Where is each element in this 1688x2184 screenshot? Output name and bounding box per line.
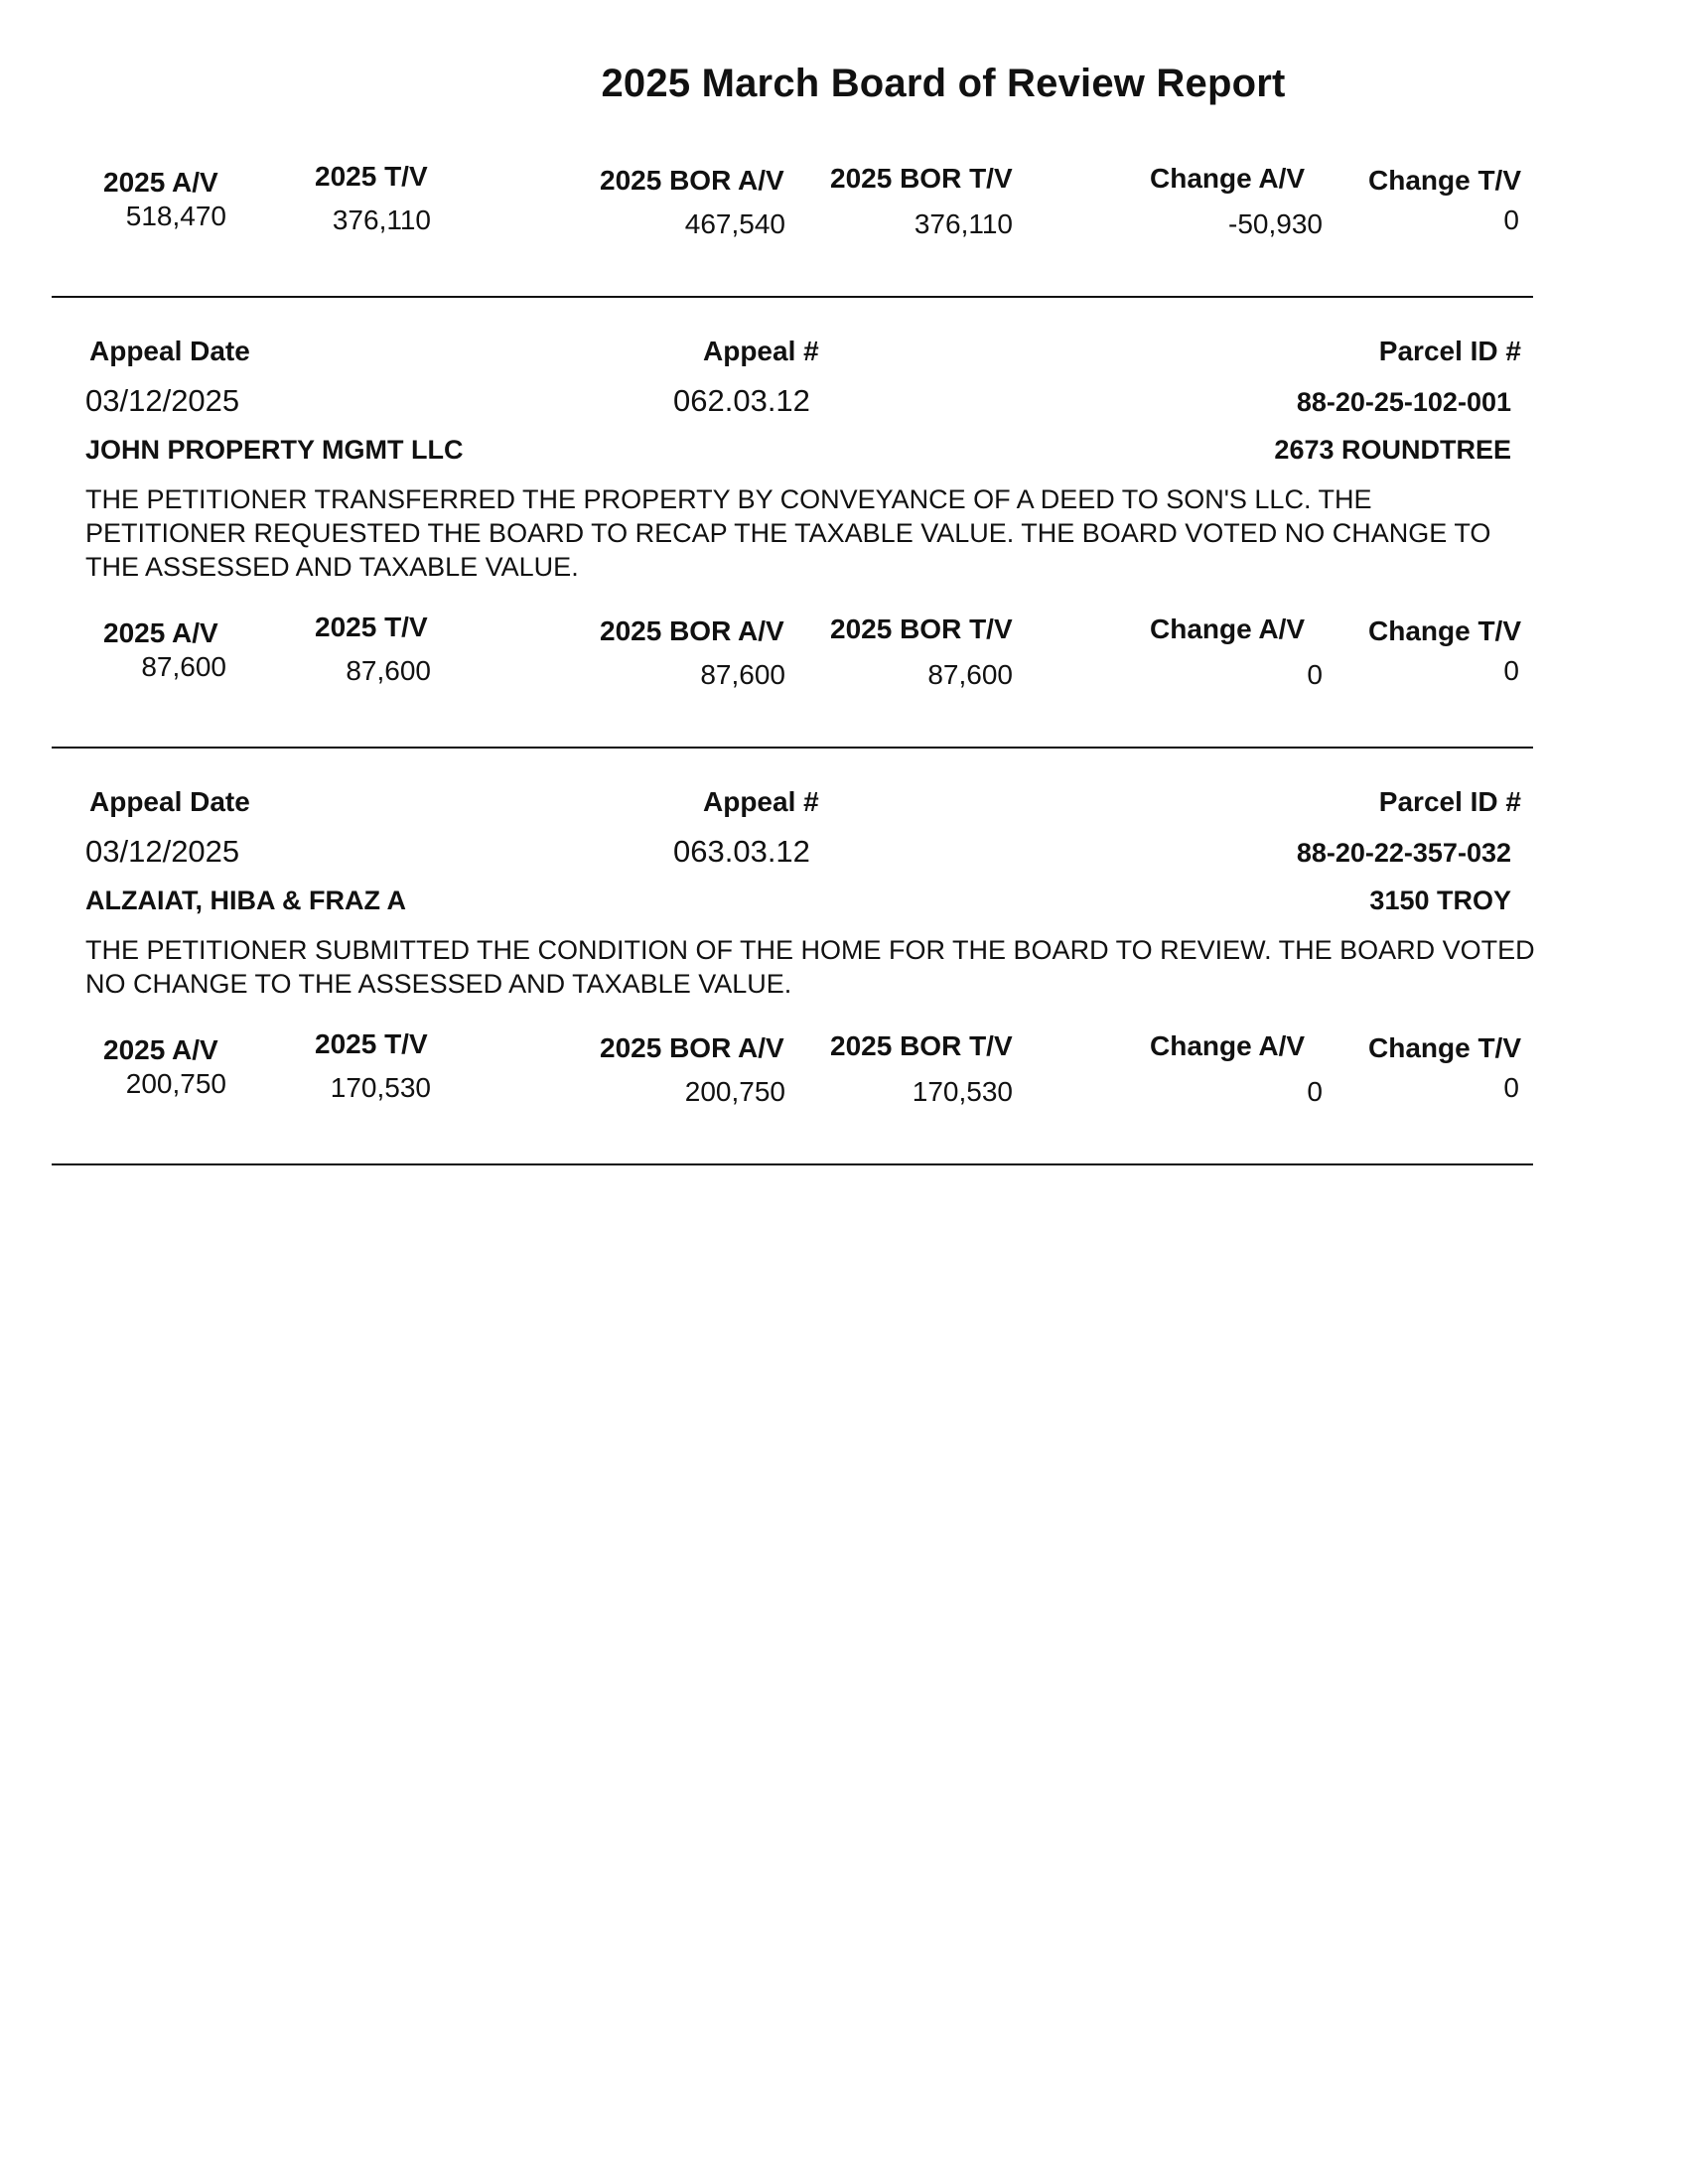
header-2025-tv: 2025 T/V xyxy=(315,612,428,642)
value-change-av: 0 xyxy=(1307,659,1323,690)
parcel-id: 88-20-22-357-032 xyxy=(1296,838,1511,868)
header-change-av: Change A/V xyxy=(1150,1030,1306,1061)
value-change-av: -50,930 xyxy=(1228,208,1323,239)
section-divider xyxy=(52,1163,1533,1165)
value-2025-bor-tv: 87,600 xyxy=(927,659,1013,690)
value-2025-tv: 376,110 xyxy=(332,205,431,235)
header-2025-bor-tv: 2025 BOR T/V xyxy=(830,163,1013,194)
header-2025-bor-tv: 2025 BOR T/V xyxy=(830,1030,1013,1061)
header-change-tv: Change T/V xyxy=(1368,1032,1522,1063)
owner-name: ALZAIAT, HIBA & FRAZ A xyxy=(85,886,406,915)
value-2025-bor-av: 87,600 xyxy=(700,659,785,690)
header-change-tv: Change T/V xyxy=(1368,165,1522,196)
value-2025-tv: 87,600 xyxy=(346,655,431,686)
appeal-description: THE PETITIONER TRANSFERRED THE PROPERTY BY CONVEYANCE OF A DEED TO SON'S LLC. THE PETITIONER REQUESTED THE BOARD TO RECAP THE TAXABLE VALUE. THE BOARD VOTED NO CHANGE TO THE ASSESSED AND TAXABLE VALUE. xyxy=(85,484,1491,582)
report-title: 2025 March Board of Review Report xyxy=(601,62,1286,105)
header-2025-bor-av: 2025 BOR A/V xyxy=(600,1032,784,1063)
property-address: 2673 ROUNDTREE xyxy=(1274,435,1511,465)
header-2025-av: 2025 A/V xyxy=(103,1034,218,1065)
values-summary-top xyxy=(0,159,1688,268)
appeal-date: 03/12/2025 xyxy=(85,834,240,869)
appeal-number: 063.03.12 xyxy=(673,834,810,869)
header-2025-av: 2025 A/V xyxy=(103,617,218,648)
appeal-number-label: Appeal # xyxy=(703,786,819,817)
header-2025-bor-av: 2025 BOR A/V xyxy=(600,615,784,646)
header-2025-av: 2025 A/V xyxy=(103,167,218,198)
header-change-av: Change A/V xyxy=(1150,614,1306,644)
section-divider xyxy=(52,296,1533,298)
value-2025-bor-av: 200,750 xyxy=(684,1076,785,1107)
appeal-date-label: Appeal Date xyxy=(89,786,250,817)
appeal-number: 062.03.12 xyxy=(673,383,810,418)
value-change-tv: 0 xyxy=(1503,205,1519,235)
value-change-av: 0 xyxy=(1307,1076,1323,1107)
appeal-date-label: Appeal Date xyxy=(89,336,250,366)
section-divider xyxy=(52,747,1533,749)
header-change-av: Change A/V xyxy=(1150,163,1306,194)
header-2025-tv: 2025 T/V xyxy=(315,161,428,192)
value-change-tv: 0 xyxy=(1503,655,1519,686)
appeal-number-label: Appeal # xyxy=(703,336,819,366)
property-address: 3150 TROY xyxy=(1369,886,1511,915)
values-summary xyxy=(0,610,1688,719)
value-2025-bor-av: 467,540 xyxy=(684,208,785,239)
value-2025-bor-tv: 376,110 xyxy=(914,208,1013,239)
value-2025-av: 518,470 xyxy=(125,201,226,231)
value-2025-av: 87,600 xyxy=(141,651,226,682)
value-change-tv: 0 xyxy=(1503,1072,1519,1103)
appeal-description: THE PETITIONER SUBMITTED THE CONDITION OF THE HOME FOR THE BOARD TO REVIEW. THE BOARD VOTED NO CHANGE TO THE ASSESSED AND TAXABLE VALUE. xyxy=(85,935,1535,999)
parcel-id: 88-20-25-102-001 xyxy=(1296,387,1511,417)
header-2025-bor-tv: 2025 BOR T/V xyxy=(830,614,1013,644)
value-2025-tv: 170,530 xyxy=(330,1072,431,1103)
header-2025-bor-av: 2025 BOR A/V xyxy=(600,165,784,196)
header-change-tv: Change T/V xyxy=(1368,615,1522,646)
header-2025-tv: 2025 T/V xyxy=(315,1028,428,1059)
owner-name: JOHN PROPERTY MGMT LLC xyxy=(85,435,464,465)
values-summary xyxy=(0,1026,1688,1136)
parcel-id-label: Parcel ID # xyxy=(1378,336,1521,366)
parcel-id-label: Parcel ID # xyxy=(1378,786,1521,817)
value-2025-bor-tv: 170,530 xyxy=(912,1076,1013,1107)
appeal-date: 03/12/2025 xyxy=(85,383,240,418)
value-2025-av: 200,750 xyxy=(125,1068,226,1099)
